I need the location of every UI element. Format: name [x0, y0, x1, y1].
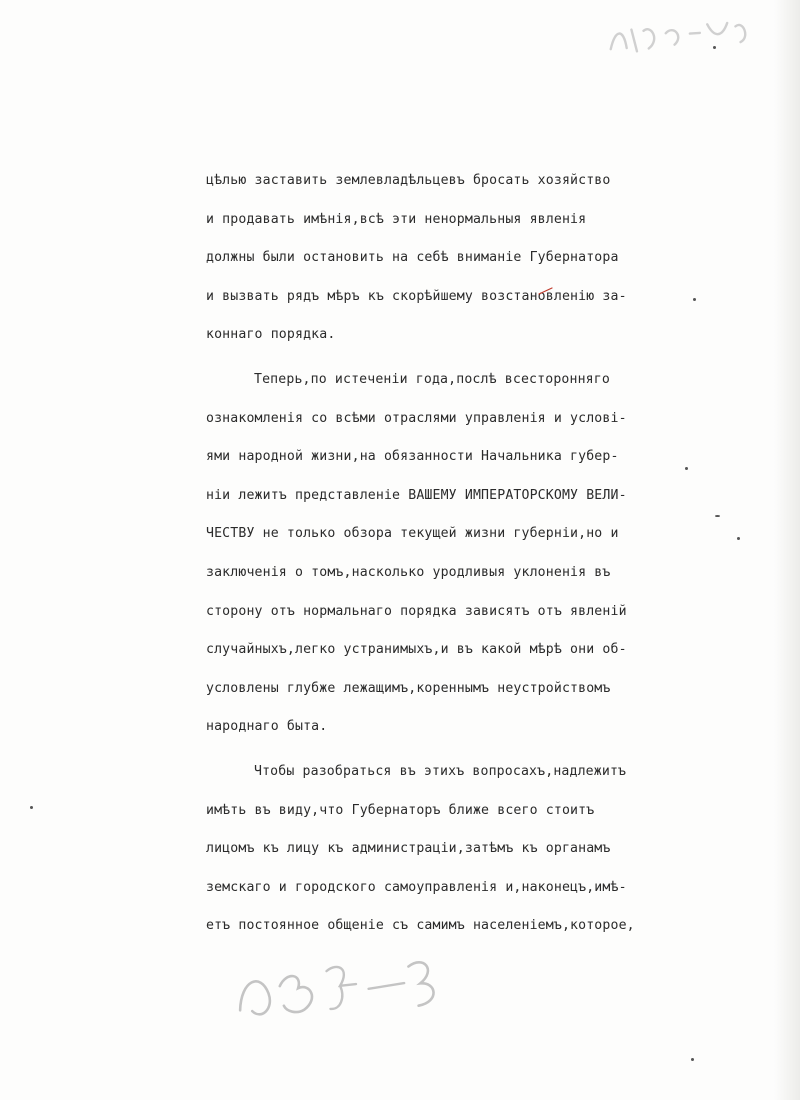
text-line: и вызвать рядъ мѣръ къ скорѣйшему возстановленію за-	[206, 288, 627, 304]
paper-speck	[30, 806, 33, 809]
paragraph-1	[206, 162, 676, 355]
text-line: коннаго порядка.	[206, 327, 336, 343]
text-line: и продавать имѣнія,всѣ эти ненормальныя явленія	[206, 211, 587, 227]
text-line: должны были остановить на себѣ вниманіе Губернатора	[206, 250, 619, 266]
paper-speck	[715, 515, 720, 517]
text-line: ЧЕСТВУ не только обзора текущей жизни губерніи,но и	[206, 526, 619, 542]
text-line: сторону отъ нормальнаго порядка зависятъ отъ явленій	[206, 603, 627, 619]
text-line: заключенія о томъ,насколько уродливыя уклоненія въ	[206, 564, 611, 580]
paper-speck	[713, 46, 716, 49]
paper-speck	[693, 298, 696, 301]
text-line: ознакомленія со всѣми отраслями управленія и услові-	[206, 410, 627, 426]
text-line: земскаго и городского самоуправленія и,наконецъ,имѣ-	[206, 879, 627, 895]
text-line: условлены глубже лежащимъ,кореннымъ неустройствомъ	[206, 680, 611, 696]
paragraph-3	[206, 753, 676, 946]
text-line: случайныхъ,легко устранимыхъ,и въ какой мѣрѣ они об-	[206, 642, 627, 658]
red-pencil-mark	[537, 286, 555, 296]
text-line: Чтобы разобраться въ этихъ вопросахъ,надлежитъ	[254, 763, 627, 779]
text-line: имѣть въ виду,что Губернаторъ ближе всего стоитъ	[206, 802, 595, 818]
text-line: ями народной жизни,на обязанности Начальника губер-	[206, 449, 619, 465]
paragraph-2	[206, 361, 676, 747]
corner-pencil-mark	[603, 8, 766, 63]
text-line: цѣлью заставить землевладѣльцевъ бросать хозяйство	[206, 173, 611, 188]
text-line: Теперь,по истеченіи года,послѣ всесторонняго	[254, 371, 610, 387]
paper-speck	[691, 1058, 694, 1061]
paper-speck	[685, 467, 688, 470]
text-line: ніи лежитъ представленіе ВАШЕМУ ИМПЕРАТОРСКОМУ ВЕЛИ-	[206, 487, 627, 503]
text-line: етъ постоянное общеніе съ самимъ населеніемъ,которое,	[206, 918, 635, 934]
document-body	[206, 162, 676, 946]
text-line: народнаго быта.	[206, 719, 328, 735]
page-edge-shadow	[774, 0, 800, 1100]
paper-speck	[737, 537, 740, 540]
text-line: лицомъ къ лицу къ администраціи,затѣмъ къ органамъ	[206, 841, 611, 857]
